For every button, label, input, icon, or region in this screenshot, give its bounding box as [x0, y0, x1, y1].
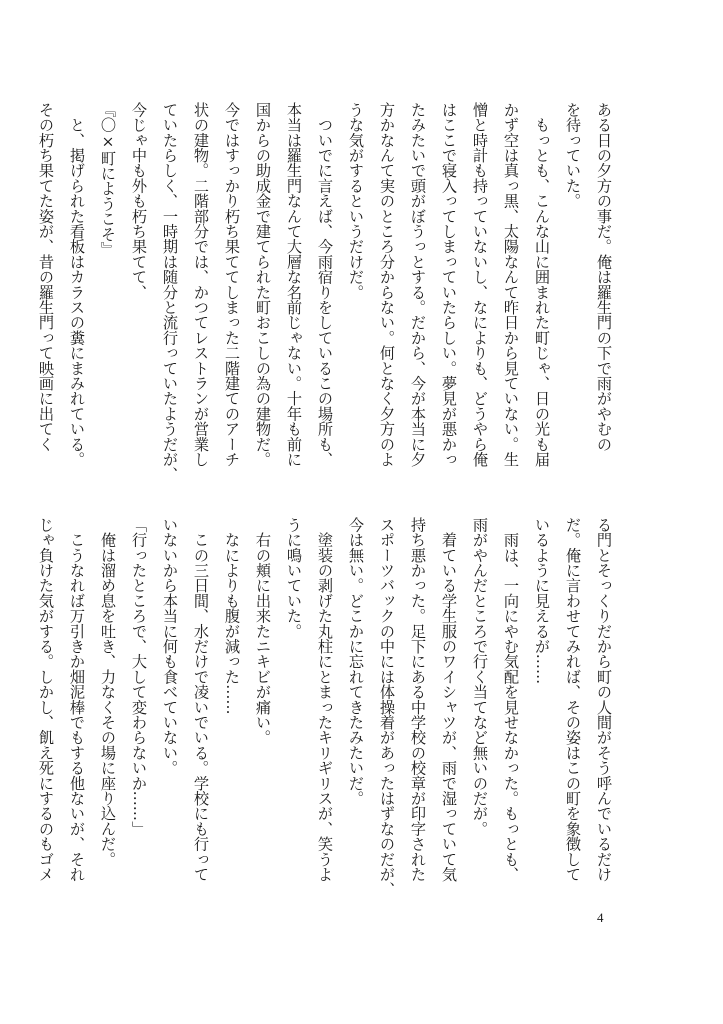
text-line: 今ではすっかり朽ち果ててしまった二階建てのアーチ — [223, 102, 241, 467]
text-line: 右の頬に出来たニキビが痛い。 — [254, 517, 272, 745]
text-line: はここで寝入ってしまっていたらしい。夢見が悪かっ — [440, 102, 458, 467]
text-line: 塗装の剥げた丸柱にとまったキリギリスが、笑うよ — [316, 517, 334, 882]
text-line: じゃ負けた気がする。しかし、飢え死にするのもゴメ — [37, 517, 55, 882]
text-line: いないから本当に何も食べていない。 — [161, 517, 179, 776]
text-line: こうなれば万引きか畑泥棒でもする他ないが、それ — [68, 517, 86, 882]
text-line: だ。俺に言わせてみれば、その姿はこの町を象徴して — [564, 517, 582, 882]
text-line: 雨は、一向にやむ気配を見せなかった。もっとも、 — [502, 517, 520, 882]
text-line: たみたいで頭がぼうっとする。だから、今が本当に夕 — [409, 102, 427, 467]
text-line: 『〇×町にようこそ』 — [99, 102, 117, 257]
text-line: かず空は真っ黒、太陽なんて昨日から見ていない。生 — [502, 102, 520, 467]
text-line: 着ている学生服のワイシャツが、雨で湿っていて気 — [440, 517, 458, 882]
text-line: ついでに言えば、今雨宿りをしているこの場所も、 — [316, 102, 334, 467]
text-line: 今は無い。どこかに忘れてきたみたいだ。 — [347, 517, 365, 806]
text-line: を待っていた。 — [564, 102, 582, 209]
text-line: その朽ち果てた姿が、昔の羅生門って映画に出てく — [37, 102, 55, 452]
text-line: この三日間、水だけで凌いでいる。学校にも行って — [192, 517, 210, 882]
text-line: と、掲げられた看板はカラスの糞にまみれている。 — [68, 102, 86, 467]
text-line: もっとも、こんな山に囲まれた町じゃ、日の光も届 — [533, 102, 551, 467]
text-line: なによりも腹が減った…… — [223, 517, 241, 715]
text-line: 状の建物。二階部分では、かつてレストランが営業し — [192, 102, 210, 467]
text-line: 方かなんて実のところ分からない。何となく夕方のよ — [378, 102, 396, 467]
text-line: 雨がやんだところで行く当てなど無いのだが。 — [471, 517, 489, 837]
text-line: 本当は羅生門なんて大層な名前じゃない。十年も前に — [285, 102, 303, 467]
text-line: スポーツバックの中には体操着があったはずなのだが、 — [378, 517, 396, 897]
text-line: ある日の夕方の事だ。俺は羅生門の下で雨がやむの — [595, 102, 613, 452]
text-line: ていたらしく、一時期は随分と流行っていたようだが、 — [161, 102, 179, 482]
text-line: 俺は溜め息を吐き、力なくその場に座り込んだ。 — [99, 517, 117, 867]
text-line: 国からの助成金で建てられた町おこしの為の建物だ。 — [254, 102, 272, 467]
text-line: うに鳴いていた。 — [285, 517, 303, 639]
upper-text-block — [37, 102, 619, 497]
text-line: 持ち悪かった。足下にある中学校の校章が印字された — [409, 517, 427, 882]
page-number: 4 — [597, 910, 604, 925]
text-line: 今じゃ中も外も朽ち果てて、 — [130, 102, 148, 300]
text-line: 「行ったところで、大して変わらないか……」 — [130, 517, 148, 837]
lower-text-block — [37, 517, 619, 912]
text-line: いるように見えるが…… — [533, 517, 551, 685]
text-line: 憎と時計も持っていないし、なによりも、どうやら俺 — [471, 102, 489, 467]
text-line: る門とそっくりだから町の人間がそう呼んでいるだけ — [595, 517, 613, 882]
text-line: うな気がするというだけだ。 — [347, 102, 365, 300]
